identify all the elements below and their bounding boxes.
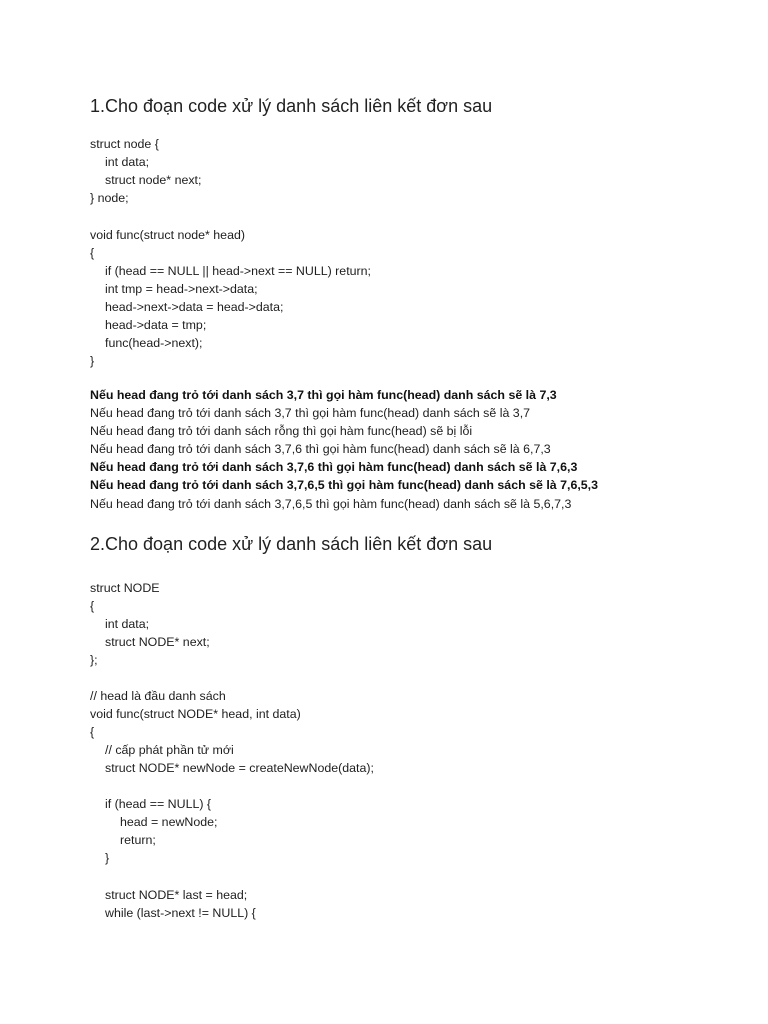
- code-line: struct node* next;: [105, 173, 202, 187]
- code-line: struct NODE* next;: [105, 635, 210, 649]
- code-line: int data;: [105, 155, 150, 169]
- code-line: return;: [120, 833, 156, 847]
- code-line: struct NODE: [90, 581, 160, 595]
- code-line: }: [105, 851, 110, 865]
- code-line: {: [90, 599, 95, 613]
- code-line: func(head->next);: [105, 336, 203, 350]
- code-line: }: [90, 354, 95, 368]
- answer-option: Nếu head đang trỏ tới danh sách 3,7,6,5 thì gọi hàm func(head) danh sách sẽ là 5,6,7,3: [90, 497, 572, 511]
- code-line: {: [90, 246, 95, 260]
- code-line: head->next->data = head->data;: [105, 300, 284, 314]
- answer-option: Nếu head đang trỏ tới danh sách 3,7 thì gọi hàm func(head) danh sách sẽ là 3,7: [90, 406, 531, 420]
- code-line: head = newNode;: [120, 815, 218, 829]
- answer-option-correct: Nếu head đang trỏ tới danh sách 3,7,6 thì gọi hàm func(head) danh sách sẽ là 7,6,3: [90, 460, 578, 474]
- code-line: void func(struct NODE* head, int data): [90, 707, 301, 721]
- code-line: head->data = tmp;: [105, 318, 207, 332]
- code-line: int tmp = head->next->data;: [105, 282, 258, 296]
- code-line: if (head == NULL) {: [105, 797, 212, 811]
- answer-option-correct: Nếu head đang trỏ tới danh sách 3,7 thì gọi hàm func(head) danh sách sẽ là 7,3: [90, 388, 557, 402]
- code-comment: // cấp phát phần tử mới: [105, 743, 234, 757]
- code-line: void func(struct node* head): [90, 228, 245, 242]
- code-line: {: [90, 725, 95, 739]
- question-2-heading: 2.Cho đoạn code xử lý danh sách liên kết đơn sau: [90, 534, 493, 554]
- code-comment: // head là đầu danh sách: [90, 689, 226, 703]
- answer-option: Nếu head đang trỏ tới danh sách 3,7,6 thì gọi hàm func(head) danh sách sẽ là 6,7,3: [90, 442, 551, 456]
- code-line: int data;: [105, 617, 150, 631]
- code-line: };: [90, 653, 98, 667]
- answer-option: Nếu head đang trỏ tới danh sách rỗng thì gọi hàm func(head) sẽ bị lỗi: [90, 424, 473, 438]
- code-line: struct node {: [90, 137, 159, 151]
- question-1-heading: 1.Cho đoạn code xử lý danh sách liên kết đơn sau: [90, 96, 493, 116]
- code-line: if (head == NULL || head->next == NULL) return;: [105, 264, 371, 278]
- code-line: struct NODE* newNode = createNewNode(data);: [105, 761, 374, 775]
- code-line: struct NODE* last = head;: [105, 888, 248, 902]
- code-line: } node;: [90, 191, 129, 205]
- answer-option-correct: Nếu head đang trỏ tới danh sách 3,7,6,5 thì gọi hàm func(head) danh sách sẽ là 7,6,5,3: [90, 478, 598, 492]
- code-line: while (last->next != NULL) {: [105, 906, 256, 920]
